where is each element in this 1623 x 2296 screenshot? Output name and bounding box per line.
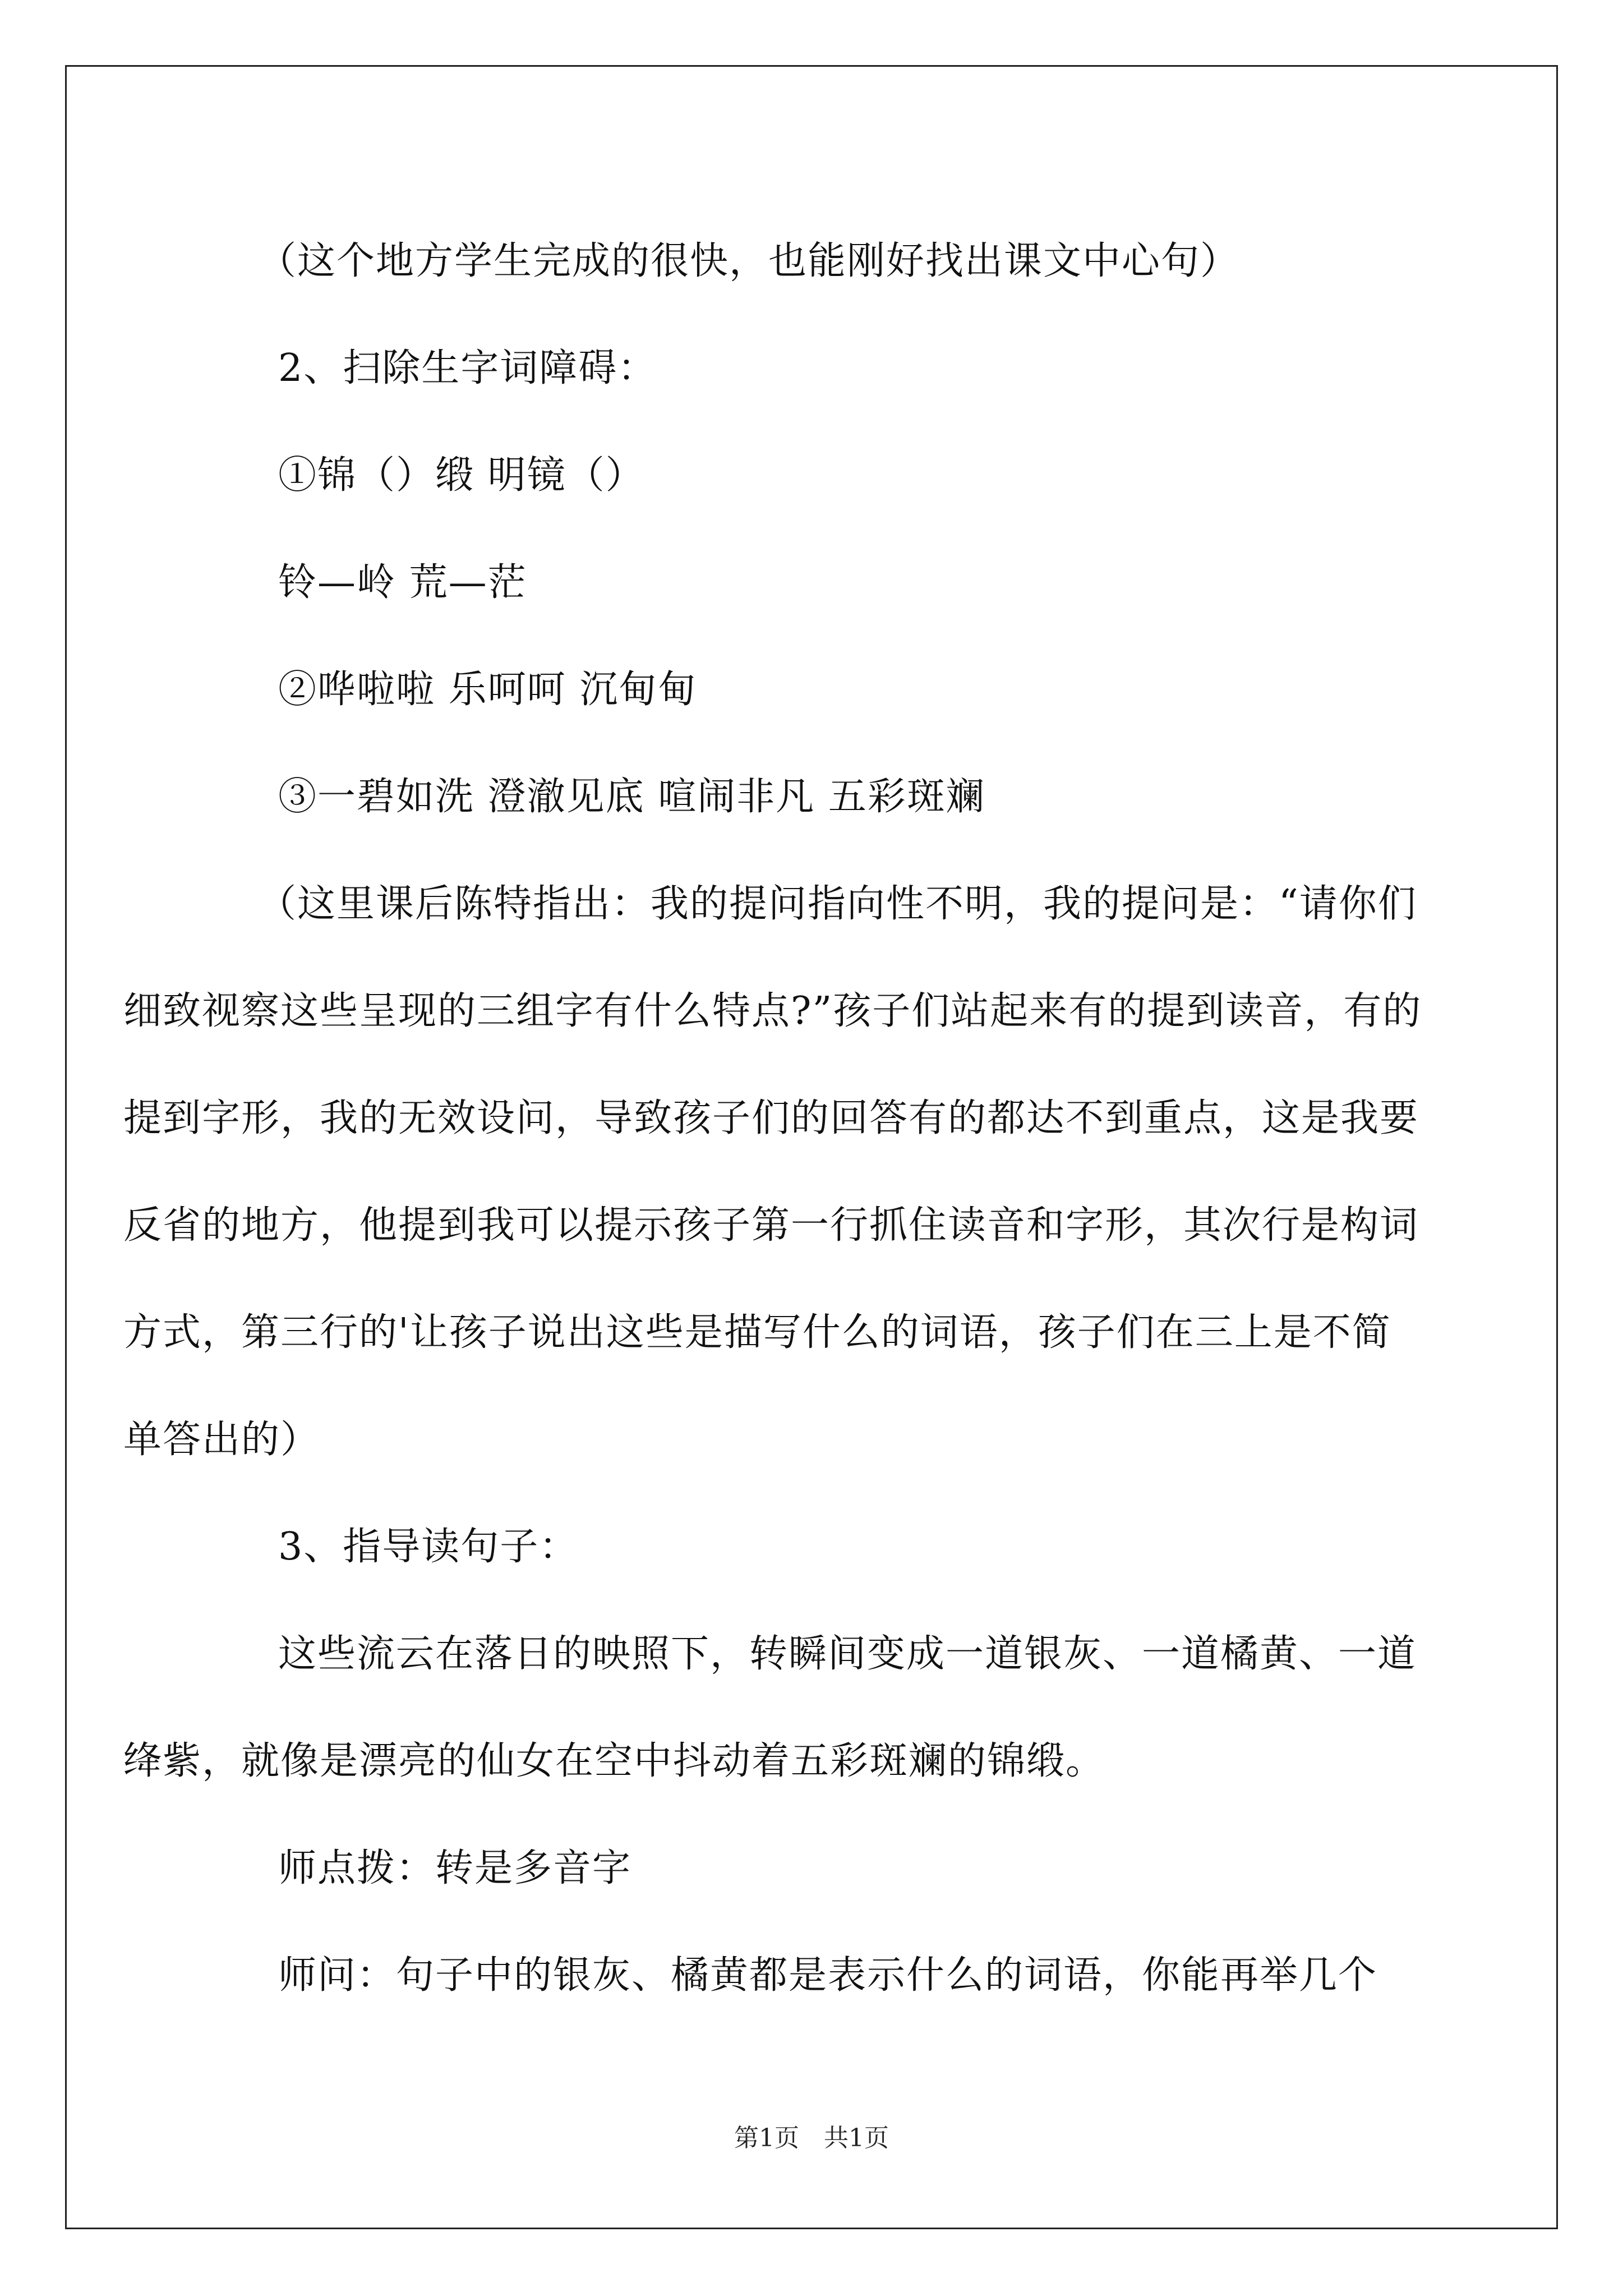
paragraph-reflection-note: （这里课后陈特指出：我的提问指向性不明，我的提问是：“请你们细致视察这些呈现的三组字有什么特点?”孩子们站起来有的提到读音，有的提到字形，我的无效设问，导致孩子们的回答有的都达不到重点，这是我要反省的地方，他提到我可以提示孩子第一行抓住读音和字形，其次行是构词方式，第三行的'让孩子说出这些是描写什么的词语，孩子们在三上是不简单答出的）	[123, 882, 1422, 1462]
paragraph-heading-reading: 3、指导读句子：	[278, 1525, 579, 1569]
paragraph-word-pairs: 铃—岭 荒—茫	[278, 560, 527, 605]
paragraph-teacher-question: 师问：句子中的银灰、橘黄都是表示什么的词语，你能再举几个	[278, 1953, 1378, 1998]
paragraph-example-sentence: 这些流云在落日的映照下，转瞬间变成一道银灰、一道橘黄、一道绛紫，就像是漂亮的仙女在空中抖动着五彩斑斓的锦缎。	[123, 1632, 1417, 1783]
paragraph-teacher-tip: 师点拨：转是多音字	[278, 1846, 632, 1890]
paragraph-word-group-3: ③一碧如洗 澄澈见底 喧闹非凡 五彩斑斓	[278, 775, 985, 819]
document-body	[123, 208, 1424, 2029]
paragraph-heading-vocabulary: 2、扫除生字词障碍：	[278, 346, 657, 390]
paragraph-note-center-sentence: （这个地方学生完成的很快，也能刚好找出课文中心句）	[258, 239, 1240, 283]
paragraph-word-group-2: ②哗啦啦 乐呵呵 沉甸甸	[278, 668, 698, 712]
paragraph-word-group-1: ①锦（）缎 明镜（）	[278, 453, 645, 498]
page-footer: 第1页 共1页	[734, 2124, 889, 2152]
